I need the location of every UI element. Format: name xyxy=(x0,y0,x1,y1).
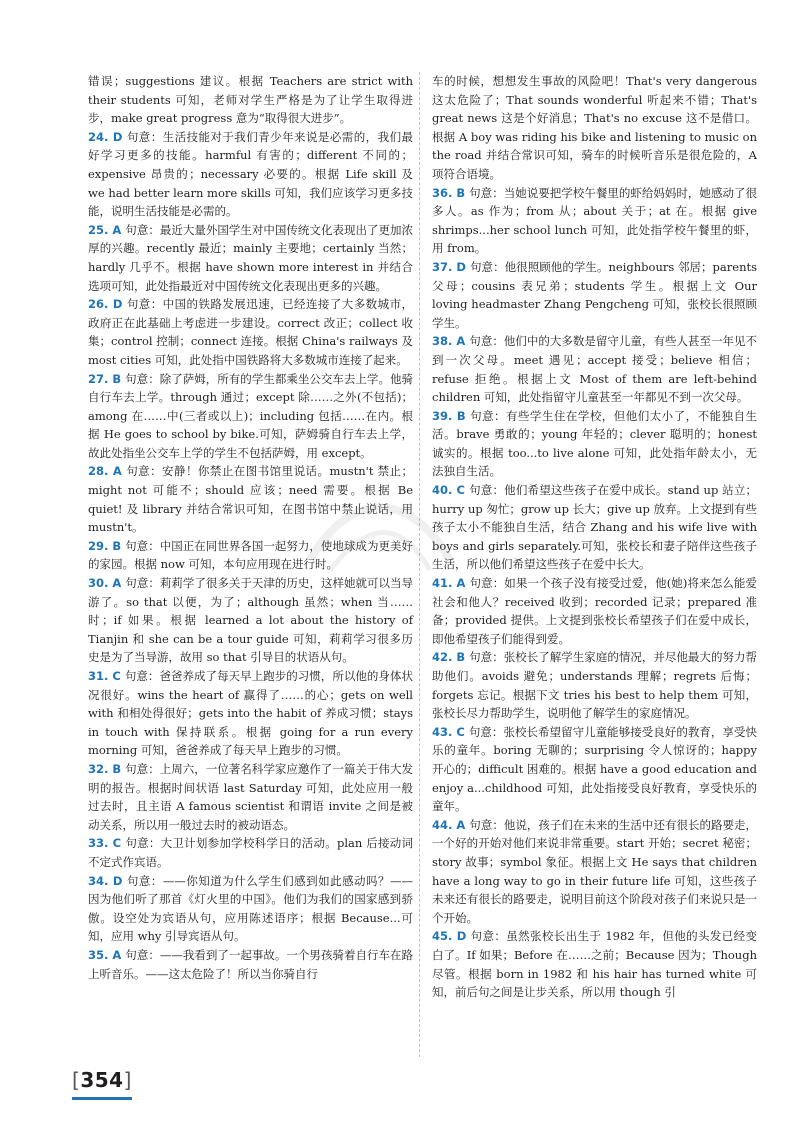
answer-paragraph xyxy=(432,72,757,184)
answer-paragraph xyxy=(432,816,757,928)
answer-number: 30. A xyxy=(88,576,122,591)
bracket-right: ] xyxy=(123,1068,132,1092)
answer-text: 句意：他们希望这些孩子在爱中成长。stand up 站立；hurry up 匆忙；grow up 长大；give up 放弃。上文提到有些孩子太小不能独自生活，结合 Zhang and his wife live with boys and girls separately.可知，张校长和妻子陪伴这些孩子生活，所以他们希望这些孩子在爱中长大。 xyxy=(432,483,758,572)
answer-paragraph xyxy=(88,128,413,221)
answer-paragraph xyxy=(432,723,757,816)
answer-text: 句意：生活技能对于我们青少年来说是必需的，我们最好学习更多的技能。harmful 有害的；different 不同的；expensive 昂贵的；necessary 必要的。根据 Life skill 及 we had better learn more skills 可知，我们应该学习更多技能，说明生活技能是必需的。 xyxy=(88,129,414,219)
page-number-text: 354 xyxy=(80,1068,124,1092)
answer-text: 句意：中国正在同世界各国一起努力，使地球成为更美好的家园。根据 now 可知，本句应用现在进行时。 xyxy=(88,538,413,572)
answer-paragraph xyxy=(432,407,757,481)
answer-paragraph xyxy=(88,221,413,295)
answer-number: 32. B xyxy=(88,761,122,776)
answer-text: 句意：当她说要把学校午餐里的虾给妈妈时，她感动了很多人。as 作为；from 从；about 关于；at 在。根据 give shrimps...her school lunch 可知，此处指学校午餐里的虾，用 from。 xyxy=(432,185,757,256)
answer-text: 句意：最近大量外国学生对中国传统文化表现出了更加浓厚的兴趣。recently 最近；mainly 主要地；certainly 当然；hardly 几乎不。根据 have shown more interest in 并结合选项可知，此处指最近对中国传统文化表现出更多的兴趣。 xyxy=(88,222,414,293)
answer-text: 句意：安静！你禁止在图书馆里说话。mustn't 禁止；might not 可能不；should 应该；need 需要。根据 Be quiet! 及 library 并结合常识可知，在图书馆中禁止说话，用 mustn't。 xyxy=(88,464,413,535)
answer-paragraph xyxy=(88,370,413,463)
answer-text: 句意：如果一个孩子没有接受过爱，他(她)将来怎么能爱社会和他人？received 收到；recorded 记录；prepared 准备；provided 提供。上文提到张校长希望孩子们在爱中成长，即他希望孩子们能得到爱。 xyxy=(432,576,757,646)
answer-number: 35. A xyxy=(88,947,122,962)
answer-number: 33. C xyxy=(88,836,122,851)
answer-paragraph xyxy=(432,481,757,574)
answer-text: 句意：他说，孩子们在未来的生活中还有很长的路要走，一个好的开始对他们来说非常重要。start 开始；secret 秘密；story 故事；symbol 象征。根据上文 He says that children have a long way to go in their future life 可知，这些孩子未来还有很长的路要走，说明目前这个阶段对孩子们来说只是一个开始。 xyxy=(432,817,758,925)
bracket-left: [ xyxy=(72,1068,81,1092)
answer-number: 25. A xyxy=(88,222,122,237)
answer-text: 句意：爸爸养成了每天早上跑步的习惯，所以他的身体状况很好。wins the heart of 赢得了……的心；gets on well with 和相处得很好；gets into the habit of 养成习惯；stays in touch with 保持联系。根据 going for a run every morning 可知，爸爸养成了每天早上跑步的习惯。 xyxy=(88,669,413,758)
answer-number: 29. B xyxy=(88,538,122,553)
answer-paragraph xyxy=(88,946,413,983)
answer-number: 27. B xyxy=(88,371,122,386)
answer-paragraph xyxy=(432,648,757,722)
answer-number: 39. B xyxy=(432,408,466,423)
answer-paragraph xyxy=(432,927,757,1001)
answer-text: 句意：张校长了解学生家庭的情况，并尽他最大的努力帮助他们。avoids 避免；understands 理解；regrets 后悔；forgets 忘记。根据下文 tries his best to help them 可知，张校长尽力帮助学生，说明他了解学生的家庭情况。 xyxy=(432,650,757,721)
answer-paragraph xyxy=(88,760,413,834)
answer-text: 句意：除了萨姆，所有的学生都乘坐公交车去上学。他骑自行车去上学。through 通过；except 除……之外(不包括)；among 在……中(三者或以上)；including 包括……在内。根据 He goes to school by bike.可知，萨姆骑自行车去上学，故此处指坐公交车上学的学生不包括萨姆，用 except。 xyxy=(88,371,413,460)
answer-text: 句意：中国的铁路发展迅速，已经连接了大多数城市，政府正在此基础上考虑进一步建设。correct 改正；collect 收集；control 控制；connect 连接。根据 China's railways 及 most cities 可知，此处指中国铁路将大多数城市连接了起来。 xyxy=(88,297,414,367)
answer-text: 句意：大卫计划参加学校科学日的活动。plan 后接动词不定式作宾语。 xyxy=(88,836,413,869)
answer-text: 句意：——你知道为什么学生们感到如此感动吗？——因为他们听了那首《灯火里的中国》。他们为我们的国家感到骄傲。设空处为宾语从句，应用陈述语序；根据 Because...可知，应用 why 引导宾语从句。 xyxy=(88,873,414,944)
answer-text: 句意：他们中的大多数是留守儿童，有些人甚至一年见不到一次父母。meet 遇见；accept 接受；believe 相信；refuse 拒绝。根据上文 Most of them are left-behind children 可知，此处指留守儿童甚至一年都见不到一次父母。 xyxy=(432,334,758,405)
answer-number: 28. A xyxy=(88,464,122,479)
answer-text: 句意：他很照顾他的学生。neighbours 邻居；parents 父母；cousins 表兄弟；students 学生。根据上文 Our loving headmaster Zhang Pengcheng 可知，张校长很照顾学生。 xyxy=(432,259,757,330)
answer-number: 45. D xyxy=(432,929,467,944)
answer-text: 错误；suggestions 建议。根据 Teachers are strict with their students 可知，老师对学生严格是为了让学生取得进步，make great progress 意为“取得很大进步”。 xyxy=(88,74,413,126)
answer-text: 句意：虽然张校长出生于 1982 年，但他的头发已经变白了。If 如果；Before 在……之前；Because 因为；Though 尽管。根据 born in 1982 和 his hair has turned white 可知，前后句之间是让步关系，所以用 though 引 xyxy=(432,929,757,1000)
answer-number: 44. A xyxy=(432,817,466,832)
right-column xyxy=(432,72,757,1002)
answer-number: 36. B xyxy=(432,185,466,200)
answer-number: 37. D xyxy=(432,259,466,274)
answer-text: 句意：有些学生住在学校，但他们太小了，不能独自生活。brave 勇敢的；young 年轻的；clever 聪明的；honest 诚实的。根据 too...to live alone 可知，此处指年龄太小，无法独自生活。 xyxy=(432,408,757,479)
answer-paragraph xyxy=(88,295,413,369)
answer-paragraph xyxy=(432,332,757,406)
answer-number: 41. A xyxy=(432,576,466,591)
answer-number: 31. C xyxy=(88,669,121,683)
answer-number: 34. D xyxy=(88,873,123,888)
page-number-underline xyxy=(72,1097,132,1100)
answer-text: 句意：上周六，一位著名科学家应邀作了一篇关于伟大发明的报告。根据时间状语 last Saturday 可知，此处应用一般过去时，且主语 A famous scientist 和谓语 invite 之间是被动关系，所以用一般过去时的被动语态。 xyxy=(88,761,413,832)
watermark-logo xyxy=(290,470,470,590)
answer-paragraph xyxy=(88,872,413,946)
answer-text: 句意：莉莉学了很多关于天津的历史，这样她就可以当导游了。so that 以便，为了；although 虽然；when 当……时；if 如果。根据 learned a lot about the history of Tianjin 和 she can be a tour guide 可知，莉莉学习很多历史是为了当导游，故用 so that 引导目的状语从句。 xyxy=(88,576,414,665)
answer-paragraph xyxy=(88,834,413,871)
answer-paragraph xyxy=(432,184,757,258)
answer-number: 40. C xyxy=(432,483,465,498)
answer-number: 24. D xyxy=(88,129,123,144)
page-number xyxy=(72,1068,132,1092)
answer-number: 38. A xyxy=(432,334,466,349)
answer-paragraph xyxy=(88,72,413,128)
answer-paragraph xyxy=(432,574,757,648)
answer-number: 42. B xyxy=(432,650,466,665)
answer-text: 句意：张校长希望留守儿童能够接受良好的教育，享受快乐的童年。boring 无聊的；surprising 令人惊讶的；happy 开心的；difficult 困难的。根据 have a good education and enjoy a...childhood 可知，此处指接受良好教育，享受快乐的童年。 xyxy=(432,724,757,814)
answer-number: 43. C xyxy=(432,724,465,739)
answer-paragraph xyxy=(432,258,757,332)
answer-text: 句意：——我看到了一起事故。一个男孩骑着自行车在路上听音乐。——这太危险了！所以当你骑自行 xyxy=(88,947,414,981)
answer-text: 车的时候，想想发生事故的风险吧！That's very dangerous 这太危险了；That sounds wonderful 听起来不错；That's great news 这是个好消息；That's no excuse 这不是借口。根据 A boy was riding his bike and listening to music on the road 并结合常识可知，骑车的时候听音乐是很危险的，A 项符合语境。 xyxy=(432,74,757,181)
answer-number: 26. D xyxy=(88,297,123,312)
answer-paragraph xyxy=(88,667,413,760)
